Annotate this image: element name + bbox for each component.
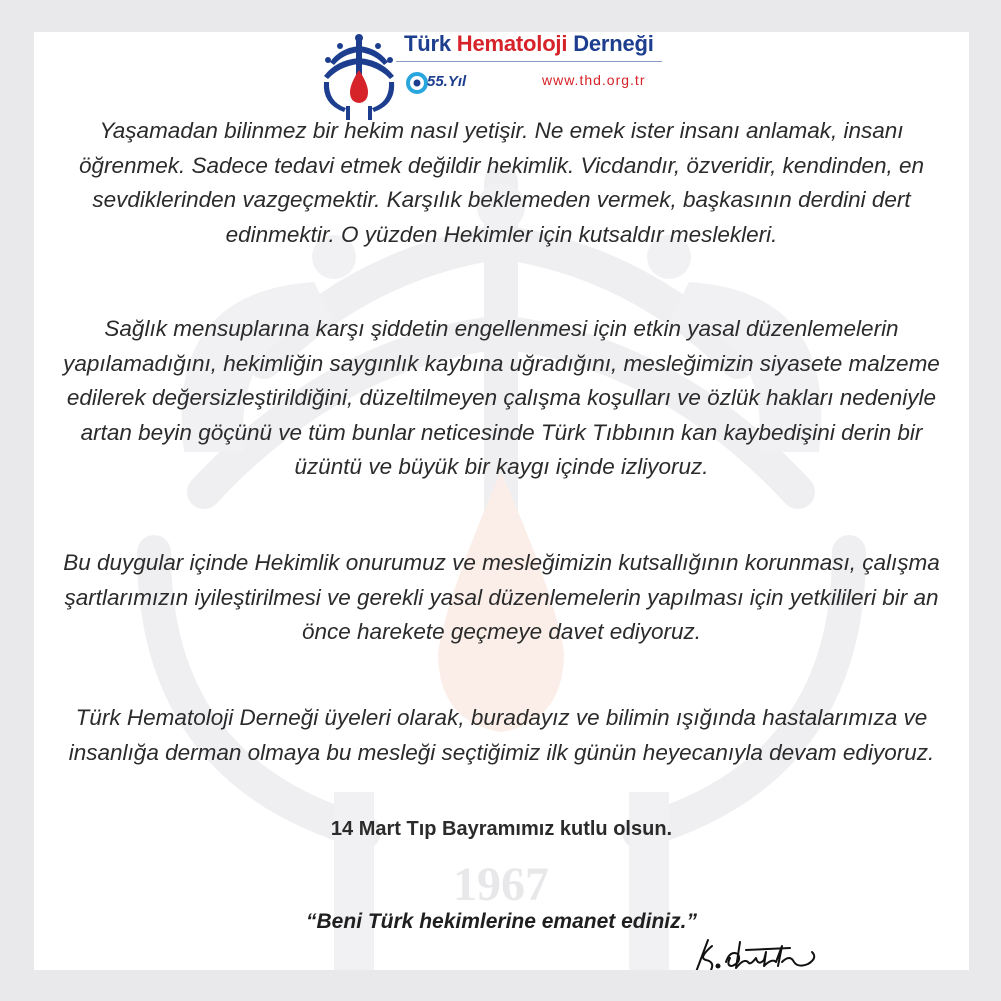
brand-word-hematoloji: Hematoloji [456, 32, 568, 56]
announcement-card [34, 32, 969, 970]
brand-title [404, 32, 654, 57]
paragraph-4: Türk Hematoloji Derneği üyeleri olarak, buradayız ve bilimin ışığında hastalarımıza ve insanlığa derman olmaya bu mesleği seçtiğimiz ilk günün heyecanıyla devam ediyoruz. [68, 705, 935, 765]
brand-divider [396, 61, 662, 62]
paragraph-1: Yaşamadan bilinmez bir hekim nasıl yetişir. Ne emek ister insanı anlamak, insanı öğrenmek. Sadece tedavi etmek değildir hekimlik. Vicdandır, özveridir, kendinden, en sevdiklerinden vazgeçmektir. Karşılık beklemeden vermek, başkasının derdini dert edinmektir. O yüzden Hekimler için kutsaldır meslekleri. [78, 118, 925, 247]
paragraph-2: Sağlık mensuplarına karşı şiddetin engellenmesi için etkin yasal düzenlemelerin yapılamadığını, hekimliğin saygınlık kaybına uğradığını, mesleğimizin siyasete malzeme edilerek değersizleştirildiğini, düzeltilmeyen çalışma koşulları ve özlük hakları nedeniyle artan beyin göçünü ve tüm bunlar neticesinde Türk Tıbbının kan kaybedişini derin bir üzüntü ve büyük bir kaygı içinde izliyoruz. [63, 316, 940, 479]
brand-word-dernegi: Derneği [573, 32, 654, 56]
brand-word-turk: Türk [404, 32, 451, 56]
paragraph-3: Bu duygular içinde Hekimlik onurumuz ve mesleğimizin kutsallığının korunması, çalışma şartlarımızın iyileştirilmesi ve gerekli yasal düzenlemelerin yapılması için yetkilileri bir an önce harekete geçmeye davet ediyoruz. [63, 550, 940, 644]
greeting-line: 14 Mart Tıp Bayramımız kutlu olsun. [330, 818, 673, 840]
watermark-year: 1967 [453, 858, 549, 911]
signature-image [686, 932, 826, 970]
anniversary-label: 55.Yıl [427, 73, 467, 90]
ataturk-quote: “Beni Türk hekimlerine emanet ediniz.” [306, 910, 697, 933]
website-link[interactable]: www.thd.org.tr [542, 72, 646, 88]
